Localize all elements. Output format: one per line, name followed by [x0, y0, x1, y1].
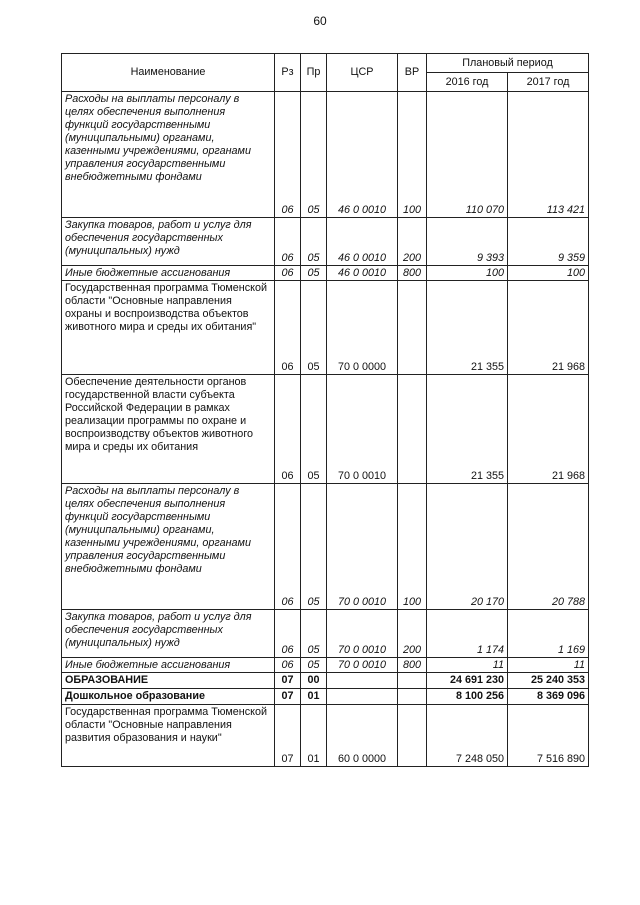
row-csr: 46 0 0010	[327, 266, 398, 281]
row-name: Иные бюджетные ассигнования	[62, 658, 275, 673]
row-rz: 07	[275, 689, 301, 705]
row-rz: 07	[275, 673, 301, 689]
row-vr: 200	[398, 610, 427, 658]
row-rz: 06	[275, 658, 301, 673]
row-rz: 06	[275, 92, 301, 218]
row-2017: 25 240 353	[508, 673, 589, 689]
row-name: Государственная программа Тюменской области "Основные направления развития образования и науки"	[62, 705, 275, 767]
row-2016: 7 248 050	[427, 705, 508, 767]
row-2017: 1 169	[508, 610, 589, 658]
row-2017: 11	[508, 658, 589, 673]
row-vr	[398, 673, 427, 689]
row-2017: 9 359	[508, 218, 589, 266]
table-row	[62, 705, 589, 767]
row-2016: 11	[427, 658, 508, 673]
row-2017: 113 421	[508, 92, 589, 218]
table-row	[62, 484, 589, 610]
row-vr: 100	[398, 484, 427, 610]
header-csr: ЦСР	[327, 54, 398, 92]
row-csr: 70 0 0010	[327, 658, 398, 673]
table-row	[62, 218, 589, 266]
header-rz: Рз	[275, 54, 301, 92]
row-rz: 06	[275, 266, 301, 281]
row-csr	[327, 673, 398, 689]
row-vr	[398, 281, 427, 375]
row-name: ОБРАЗОВАНИЕ	[62, 673, 275, 689]
row-name: Закупка товаров, работ и услуг для обеспечения государственных (муниципальных) нужд	[62, 218, 275, 266]
row-rz: 06	[275, 375, 301, 484]
row-2017: 100	[508, 266, 589, 281]
table-row	[62, 673, 589, 689]
row-csr: 70 0 0010	[327, 375, 398, 484]
row-2017: 20 788	[508, 484, 589, 610]
row-pr: 05	[301, 218, 327, 266]
row-csr: 46 0 0010	[327, 92, 398, 218]
row-vr: 800	[398, 266, 427, 281]
row-2016: 8 100 256	[427, 689, 508, 705]
row-name: Расходы на выплаты персоналу в целях обеспечения выполнения функций государственными (муниципальными) органами, казенными учреждениями, органами управления государственными внебюджетными фондами	[62, 484, 275, 610]
row-rz: 06	[275, 281, 301, 375]
row-vr	[398, 375, 427, 484]
row-vr: 100	[398, 92, 427, 218]
table-row	[62, 658, 589, 673]
row-2016: 21 355	[427, 375, 508, 484]
row-2016: 20 170	[427, 484, 508, 610]
row-2016: 9 393	[427, 218, 508, 266]
table-row	[62, 375, 589, 484]
row-vr	[398, 689, 427, 705]
header-2017: 2017 год	[508, 73, 589, 92]
row-pr: 05	[301, 266, 327, 281]
row-csr: 70 0 0010	[327, 610, 398, 658]
row-2017: 21 968	[508, 375, 589, 484]
row-rz: 07	[275, 705, 301, 767]
row-name: Расходы на выплаты персоналу в целях обеспечения выполнения функций государственными (муниципальными) органами, казенными учреждениями, органами управления государственными внебюджетными фондами	[62, 92, 275, 218]
row-name: Дошкольное образование	[62, 689, 275, 705]
header-vr: ВР	[398, 54, 427, 92]
row-2017: 8 369 096	[508, 689, 589, 705]
table-row	[62, 92, 589, 218]
row-2017: 7 516 890	[508, 705, 589, 767]
table-row	[62, 266, 589, 281]
row-pr: 05	[301, 375, 327, 484]
row-2017: 21 968	[508, 281, 589, 375]
row-name: Обеспечение деятельности органов государственной власти субъекта Российской Федерации в рамках реализации программы по охране и воспроизводству объектов животного мира и среды их обитания	[62, 375, 275, 484]
header-planned-period: Плановый период	[427, 54, 589, 73]
header-pr: Пр	[301, 54, 327, 92]
row-name: Иные бюджетные ассигнования	[62, 266, 275, 281]
row-2016: 100	[427, 266, 508, 281]
table-row	[62, 689, 589, 705]
row-vr: 800	[398, 658, 427, 673]
row-pr: 01	[301, 689, 327, 705]
row-rz: 06	[275, 218, 301, 266]
header-2016: 2016 год	[427, 73, 508, 92]
table-row	[62, 281, 589, 375]
row-pr: 05	[301, 92, 327, 218]
header-name: Наименование	[62, 54, 275, 92]
row-csr: 70 0 0000	[327, 281, 398, 375]
row-name: Государственная программа Тюменской области "Основные направления охраны и воспроизводства объектов животного мира и среды их обитания"	[62, 281, 275, 375]
row-2016: 21 355	[427, 281, 508, 375]
row-pr: 05	[301, 484, 327, 610]
row-2016: 110 070	[427, 92, 508, 218]
row-pr: 05	[301, 281, 327, 375]
row-rz: 06	[275, 484, 301, 610]
row-pr: 01	[301, 705, 327, 767]
page-number: 60	[313, 14, 327, 28]
budget-table	[61, 53, 589, 767]
row-pr: 00	[301, 673, 327, 689]
row-csr: 60 0 0000	[327, 705, 398, 767]
row-csr: 70 0 0010	[327, 484, 398, 610]
table-row	[62, 610, 589, 658]
row-vr	[398, 705, 427, 767]
row-vr: 200	[398, 218, 427, 266]
row-pr: 05	[301, 658, 327, 673]
row-name: Закупка товаров, работ и услуг для обеспечения государственных (муниципальных) нужд	[62, 610, 275, 658]
row-csr	[327, 689, 398, 705]
row-rz: 06	[275, 610, 301, 658]
row-2016: 1 174	[427, 610, 508, 658]
row-csr: 46 0 0010	[327, 218, 398, 266]
row-pr: 05	[301, 610, 327, 658]
row-2016: 24 691 230	[427, 673, 508, 689]
